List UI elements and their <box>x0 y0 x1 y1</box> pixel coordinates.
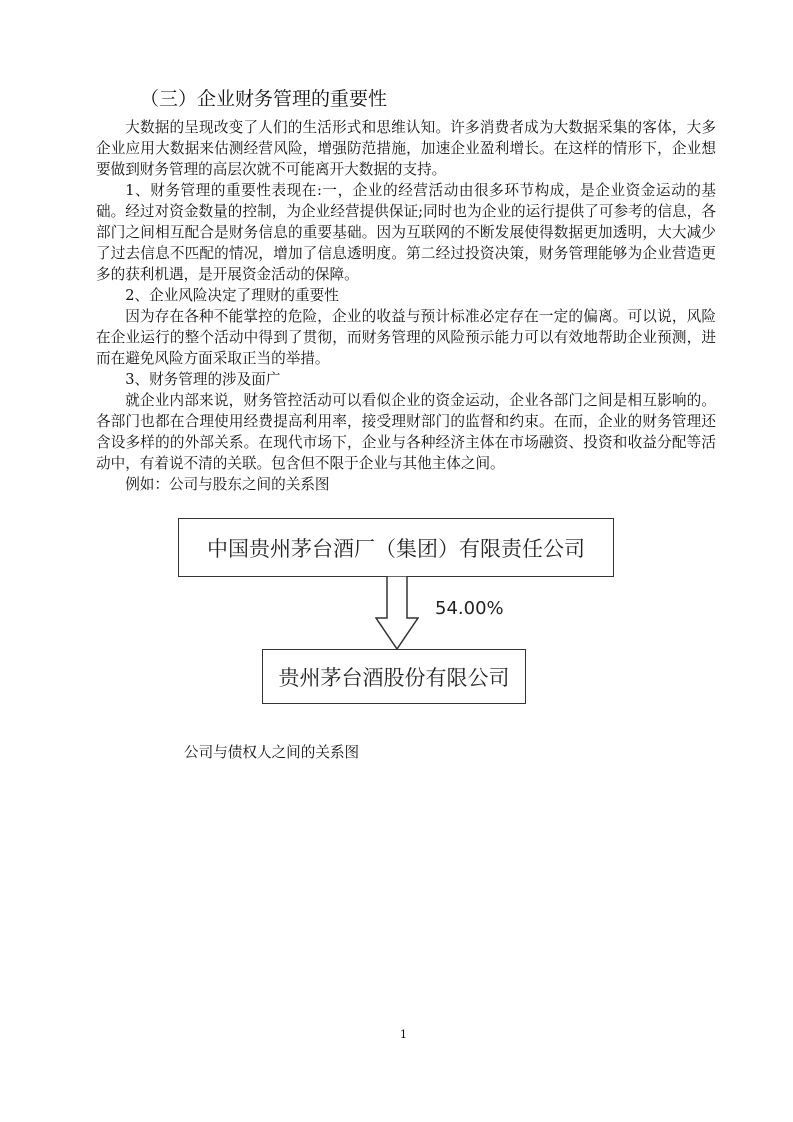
down-arrow-icon <box>375 576 419 650</box>
creditor-diagram-caption: 公司与债权人之间的关系图 <box>184 744 360 761</box>
example-caption: 例如：公司与股东之间的关系图 <box>125 476 330 493</box>
subheading-point-3: 3、财务管理的涉及面广 <box>125 371 281 388</box>
subheading-point-2: 2、企业风险决定了理财的重要性 <box>125 287 339 304</box>
paragraph-point-2: 因为存在各种不能掌控的危险，企业的收益与预计标准必定存在一定的偏离。可以说，风险在企业运行的整个活动中得到了贯彻，而财务管理的风险预示能力可以有效地帮助企业预测，进而在避免风险方面采取正当的举措。 <box>96 308 716 367</box>
parent-company-box <box>178 518 614 577</box>
child-company-label: 贵州茅台酒股份有限公司 <box>278 665 510 690</box>
child-company-box <box>262 649 526 704</box>
ownership-percentage: 54.00% <box>435 598 504 619</box>
paragraph-intro: 大数据的呈现改变了人们的生活形式和思维认知。许多消费者成为大数据采集的客体，大多企业应用大数据来估测经营风险，增强防范措施，加速企业盈利增长。在这样的情形下，企业想要做到财务管理的高层次就不可能离开大数据的支持。 <box>96 119 716 178</box>
parent-company-label: 中国贵州茅台酒厂（集团）有限责任公司 <box>207 536 585 561</box>
page-number: 1 <box>400 1028 407 1041</box>
body-text <box>96 117 716 495</box>
paragraph-point-1: 1、财务管理的重要性表现在:一，企业的经营活动由很多环节构成，是企业资金运动的基础。经过对资金数量的控制，为企业经营提供保证;同时也为企业的运行提供了可参考的信息，各部门之间相互配合是财务信息的重要基础。因为互联网的不断发展使得数据更加透明，大大减少了过去信息不匹配的情况，增加了信息透明度。第二经过投资决策，财务管理能够为企业营造更多的获利机遇，是开展资金活动的保障。 <box>96 182 716 283</box>
paragraph-point-3: 就企业内部来说，财务管控活动可以看似企业的资金运动，企业各部门之间是相互影响的。各部门也都在合理使用经费提高利用率，接受理财部门的监督和约束。在而，企业的财务管理还含设多样的的外部关系。在现代市场下，企业与各种经济主体在市场融资、投资和收益分配等活动中，有着说不清的关联。包含但不限于企业与其他主体之间。 <box>96 392 716 472</box>
section-heading: （三）企业财务管理的重要性 <box>140 88 388 110</box>
shareholder-diagram <box>178 518 618 718</box>
